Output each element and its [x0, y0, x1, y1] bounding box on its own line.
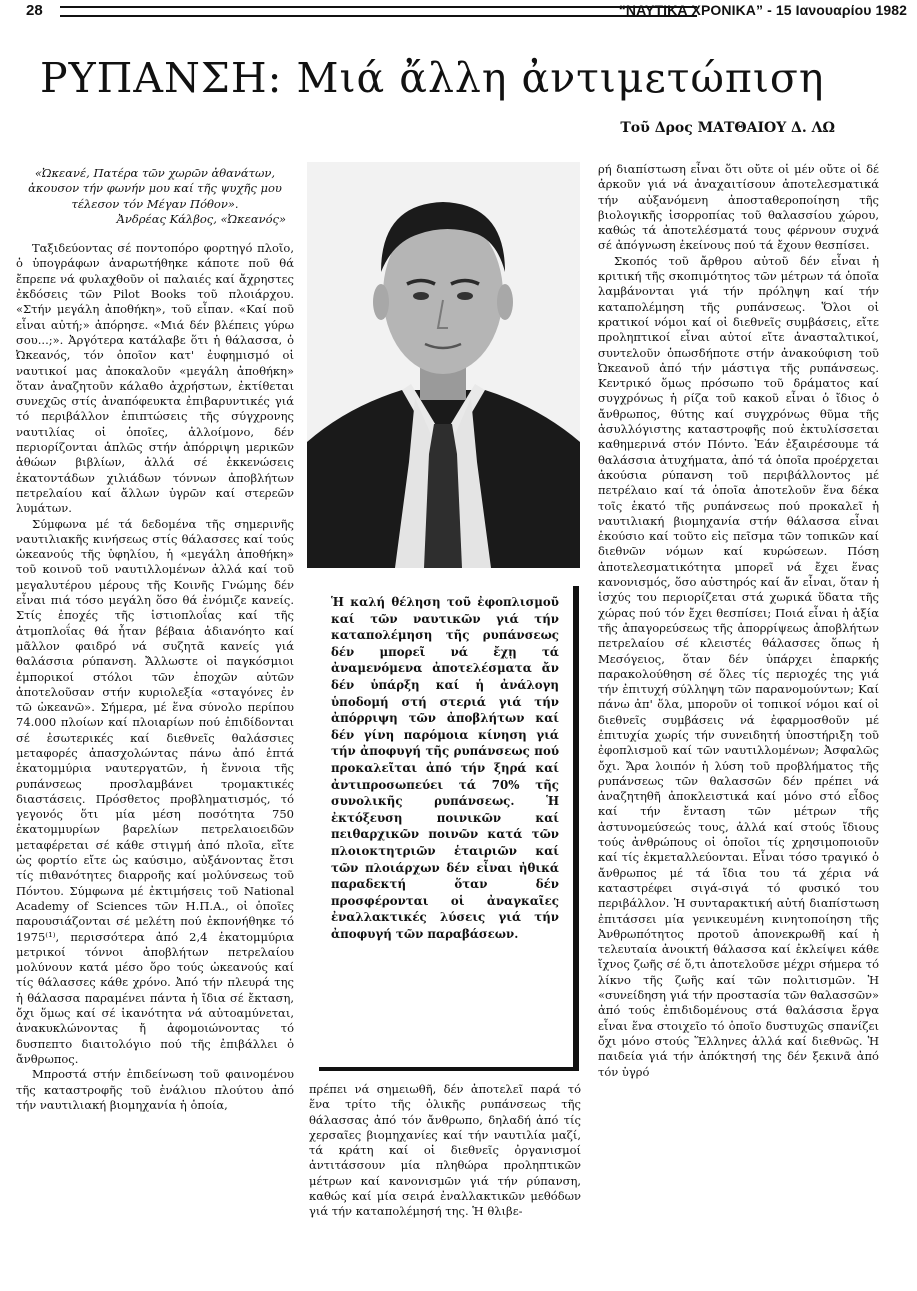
- epigraph: [16, 166, 294, 227]
- paragraph: πρέπει νά σημειωθῆ, δέν ἀποτελεῖ παρά τό ἕνα τρίτο τῆς ὁλικῆς ρυπάνσεως τῆς θάλασσας ἀπό τόν ἄνθρωπο, δηλαδή ἀπό τίς χερσαῖες βιομηχανίες καί τήν ναυτιλία μαζί, τά κράτη καί οἱ διεθνεῖς ὀργανισμοί ἀντιτάσσουν μία πληθώρα προληπτικῶν μέτρων καί κανονισμῶν γιά τήν ρύπανση, καθώς καί μία σειρά ἐναλλακτικῶν μεθόδων γιά τήν καταπολέμησή της. Ἡ θλιβε-: [309, 1082, 581, 1219]
- page-number: 28: [26, 2, 43, 19]
- paragraph: ρή διαπίστωση εἶναι ὅτι οὔτε οἱ μέν οὔτε οἱ δέ ἀρκοῦν γιά νά ἀναχαιτίσουν ἀποτελεσματικά τήν αὐξανόμενη ἀποσταθεροποίηση τῆς βιολογικῆς ἰσορροπίας τοῦ θαλασσίου χώρου, καθώς τά ἀποτελέσματά τους φέρνουν συχνά σέ ἀπόγνωση ἐκείνους πού τά ἔχουν θεσπίσει.: [598, 162, 879, 253]
- paragraph: Σύμφωνα μέ τά δεδομένα τῆς σημερινῆς ναυτιλιακῆς κινήσεως στίς θάλασσες καί τούς ὠκεανούς τῆς ὑφηλίου, ἡ «μεγάλη ἀποθήκη» τοῦ κοινοῦ τοῦ ναυτιλλομένων ἀλλά καί τοῦ μεγαλυτέρου μέρους τῆς Κοινῆς Γνώμης δέν εἶναι πιά τόσο μεγάλη ὅσο θά ἐνόμιζε κανείς. Στίς ἐποχές τῆς ἱστιοπλοΐας καί τῆς ἀτμοπλοΐας θά ἦταν βέβαια ἀδιανόητο καί μᾶλλον φαιδρό νά συζητᾶ κανείς γιά θαλάσσια ρύπανση. Ἄλλωστε οἱ παγκόσμιοι ἐμπορικοί στόλοι τῶν ἐποχῶν αὐτῶν ἀποτελοῦσαν στήν κυριολεξία «σταγόνες ἐν τῶ ὠκεανῶ». Σήμερα, μέ ἕνα σύνολο περίπου 74.000 πλοίων καί πλοιαρίων πού ἐπιδίδονται σέ ἐσωτερικές καί διεθνεῖς θαλάσσιες μεταφορές ἀπασχολώντας πάνω ἀπό ἑπτά ἑκατομμύρια ναυτεργατῶν, ἡ ἔννοια τῆς ρυπάνσεως προσλαμβάνει τρομακτικές διαστάσεις. Πρόσθετος προβληματισμός, τό γεγονός ὅτι μία μέση ποσότητα 750 ἑκατομμυρίων βαρελίων πετρελαιοειδῶν μεταφέρεται σέ κάθε στιγμή ἀπό πλοῖα, εἴτε ὡς φορτίο εἴτε ὡς καύσιμο, αὐξάνοντας ἔτσι τίς πιθανότητες διαρροῆς καί μολύνσεως τοῦ Πόντου. Σύμφωνα μέ ἐκτιμήσεις τοῦ National Academy of Sciences τῶν Η.Π.Α., οἱ ὁποῖες παρουσιάζονται σέ μελέτη πού ἐκπονήθηκε τό 1975⁽¹⁾, περισσότερα ἀπό 2,4 ἑκατομμύρια μετρικοί τόννοι ἀποβλήτων πετρελαίου μολύνουν κατά μέσο ὅρο τούς ὠκεανούς καί τίς θάλασσες κάθε χρόνο. Ἀπό τήν πλευρά της ἡ θάλασσα παραμένει πάντα ἡ ἴδια σέ ἔκταση, ὄχι ὅμως καί σέ ἱκανότητα νά αὐτοαμύνεται, ἀνακυκλώνοντας ἤ ἀφομοιώνοντας τό δυσπεπτο διαιτολόγιο πού τῆς ἐπιβάλλει ὁ ἄνθρωπος.: [16, 516, 294, 1066]
- left-column: [16, 166, 294, 1113]
- pull-quote-text: Ἡ καλή θέληση τοῦ ἐφοπλισμοῦ καί τῶν ναυτικῶν γιά τήν καταπολέμηση τῆς ρυπάνσεως δέν μπορεῖ νά ἔχῃ τά ἀναμενόμενα ἀποτελέσματα ἄν δέν ὑπάρξη καί ἡ ἀνάλογη ὑποδομή στή στεριά γιά τήν ἀπόρριψη τῶν ἀποβλήτων καί δέν γίνη παρόμοια κίνηση γιά τήν ἀποφυγή τῆς ρυπάνσεως πού προκαλεῖται ἀπό τήν ξηρά καί ἀντιπροσωπεύει τά 70% τῆς συνολικῆς ρυπάνσεως. Ἡ ἐκτόξευση ποινικῶν καί πειθαρχικῶν ποινῶν κατά τῶν πλοιοκτητριῶν ἑταιριῶν καί τῶν πλοιάρχων δέν εἶναι ἠθικά παραδεκτή ὅταν δέν προσφέρονται οἱ ἀναγκαῖες ἐναλλακτικές λύσεις γιά τήν ἀποφυγή τῶν παραβάσεων.: [331, 595, 559, 941]
- publication-title-date: “ΝΑΥΤΙΚΑ ΧΡΟΝΙΚΑ” - 15 Ιανουαρίου 1982: [618, 2, 907, 18]
- byline: Τοῦ Δρος ΜΑΤΘΑΙΟΥ Δ. ΛΩ: [620, 120, 835, 136]
- author-portrait-photo: [307, 162, 580, 568]
- middle-column-bottom: [309, 1082, 581, 1220]
- epigraph-line: «Ὠκεανέ, Πατέρα τῶν χωρῶν ἀθανάτων,: [34, 166, 276, 180]
- epigraph-line: τέλεσον τόν Μέγαν Πόθον».: [71, 196, 239, 211]
- paragraph: Ταξιδεύοντας σέ ποντοπόρο φορτηγό πλοῖο, ὁ ὑπογράφων ἀναρωτήθηκε κάποτε ποῦ θά ἔπρεπε νά φυλαχθοῦν οἱ παλαιές καί ἄχρηστες ἐκδόσεις τῶν Pilot Books τοῦ πλοιάρχου. «Στήν μεγάλη ἀποθήκη», τοῦ εἶπαν. «Καί ποῦ εἶναι αὐτή;» ἀπόρησε. «Μιά δέν βλέπεις γύρω σου...;». Ἀργότερα κατάλαβε ὅτι ἡ θάλασσα, ὁ Ὠκεανός, τόν ὁποῖον κατ' ἐυφημισμό οἱ ναυτικοί μας ἀποκαλοῦν «μεγάλη ἀποθήκη» ὅταν ἀναζητοῦν κάλαθο ἀχρήστων, ἐκτίθεται συνεχῶς στίς ἀναπόφευκτα ἐπιβαρυντικές γιά τό περιβάλλον ἐπιπτώσεις τῆς σύγχρονης ναυτιλίας οἱ ὁποῖες, ἀλλοίμονο, δέν περιορίζονται ἁπλῶς στήν ἀπόρριψη μερικῶν ἀθώων βιβλίων, ἀλλά σέ ἐκκενώσεις ἑκατοντάδων χιλιάδων τόννων ἀποβλήτων πετρελαίου καί ἄλλων ὑγρῶν καί στερεῶν λυμάτων.: [16, 241, 294, 516]
- pull-quote-box: [319, 586, 579, 1071]
- page-header: [12, 0, 907, 22]
- paragraph: Σκοπός τοῦ ἄρθρου αὐτοῦ δέν εἶναι ἡ κριτική τῆς σκοπιμότητος τῶν μέτρων τά ὁποῖα λαμβάνονται γιά τήν πρόληψη καί τήν καταπολέμηση τῆς ρυπάνσεως. Ὅλοι οἱ κρατικοί νόμοι καί οἱ διεθνεῖς συμβάσεις, εἴτε προληπτικοί εἶναι αὐτοί εἴτε ἀνασταλτικοί, συντελοῦν ὁπωσδήποτε στήν ἀνακούφιση τοῦ Ὠκεανοῦ ἀπό τήν μάστιγα τῆς ρυπάνσεως. Κεντρικό ὅμως πρόσωπο τοῦ δράματος καί συγχρόνως ἡ ρίζα τοῦ κακοῦ εἶναι ὁ ἴδιος ὁ ἄνθρωπος, θύτης καί συγχρόνως θῦμα τῆς ἀσυλλόγιστης καταστροφῆς πού ἐκτυλίσσεται καθημερινά στόν Πόντο. Ἐάν ἐξαιρέσουμε τά θαλάσσια ἀτυχήματα, ἀπό τά ὁποῖα προέρχεται ἀκούσια ρύπανση τοῦ περιβάλλοντος μέ πετρέλαιο καί τά ὁποῖα ἀποτελοῦν ἕνα δέκα τοῖς ἑκατό τῆς ρυπάνσεως πού προκαλεῖ ἡ ναυτιλιακή βιομηχανία στήν θάλασσα εἶναι ἑκούσιο καί τοῦτο εἰς πεῖσμα τῶν τοπικῶν καί διεθνῶν νόμων καί κυρώσεων. Πόση ἀποτελεσματικότητα μπορεῖ νά ἔχει ἕνας κανονισμός, ὅσο αὐστηρός καί ἄν εἶναι, ὅταν ἡ ἰσχύς του περιορίζεται στά χωρικά ὕδατα τῆς χώρας πού τόν ἔχει θεσπίσει; Ποιά εἶναι ἡ ἀξία τῆς ἀπαγορεύσεως τῆς ἀπορρίψεως ἀποβλήτων πετρελαίου σέ κλειστές θάλασσες ὅπως ἡ Μεσόγειος, ὅταν δέν ὑπάρχει ἐπαρκής παρακολούθηση σέ ὅλες τίς περιοχές της γιά τήν ἐπιτυχή σύλληψη τῶν παρανομούντων; Καί πάνω ἀπ' ὅλα, μποροῦν οἱ τοπικοί νόμοι καί οἱ διεθνεῖς συμβάσεις νά ἐφαρμοσθοῦν μέ ἐπιτυχία χωρίς τήν συνειδητή ὑποστήριξη τοῦ ἐφοπλισμοῦ καί τῶν ναυτιλλομένων; Ἀσφαλῶς ὄχι. Ἄρα λοιπόν ἡ λύση τοῦ προβλήματος τῆς ρυπάνσεως τῶν θαλασσῶν δέν πρέπει νά ἀναζητηθῆ ἀποκλειστικά καί μόνο στό εἶδος καί τήν ἔνταση τῶν μέτρων τῆς ἀστυνομεύσεώς τους, ἀλλά καί στούς ἴδιους τούς ἀνθρώπους οἱ ὁποῖοι τίς χρησιμοποιοῦν καί τίς ἐκμεταλλεύονται. Εἶναι τόσο τραγικό ὁ ἄνθρωπος μέ τά ἴδια του τά χέρια νά καταστρέφει σιγά-σιγά τό φυσικό του περιβάλλον. Ἡ συνταρακτική αὐτή διαπίστωση ἐπιτάσσει μία γενικευμένη κινητοποίηση τῆς Ἀνθρωπότητος προτοῦ ἀπονεκρωθῆ καί ἡ τελευταία ἀνοικτή θάλασσα καί ἐκλείψει κάθε ἴχνος ζωῆς σέ ὅ,τι ἀποτελοῦσε μέχρι σήμερα τό λίκνο τῆς ζωῆς καί τῶν πολιτισμῶν. Ἡ «συνείδηση γιά τήν προστασία τῶν θαλασσῶν» ἀπό τούς ἐπιδιδομένους στά θαλάσσια ἔργα εἶναι ἕνα στοιχεῖο τό ὁποῖο δυστυχῶς σπανίζει ὄχι μόνο στούς Ἕλληνες ἀλλά καί διεθνῶς. Ἡ παιδεία γιά τήν ἀπόκτησή της δέν ξεκινᾶ ἀπό τόν ὑγρό: [598, 253, 879, 1079]
- epigraph-attribution: Ἀνδρέας Κάλβος, «Ὠκεανός»: [116, 211, 286, 226]
- epigraph-line: ἀκουσον τήν φωνήν μου καί τῆς ψυχῆς μου: [28, 181, 282, 196]
- paragraph: Μπροστά στήν ἐπιδείνωση τοῦ φαινομένου τῆς καταστροφῆς τοῦ ἐνάλιου πλούτου ἀπό τήν ναυτιλιακή βιομηχανία ἡ ὁποία,: [16, 1067, 294, 1112]
- header-double-rule: [60, 6, 697, 17]
- right-column: [598, 162, 879, 1080]
- article-headline: ΡΥΠΑΝΣΗ: Μιά ἄλλη ἀντιμετώπιση: [40, 54, 825, 102]
